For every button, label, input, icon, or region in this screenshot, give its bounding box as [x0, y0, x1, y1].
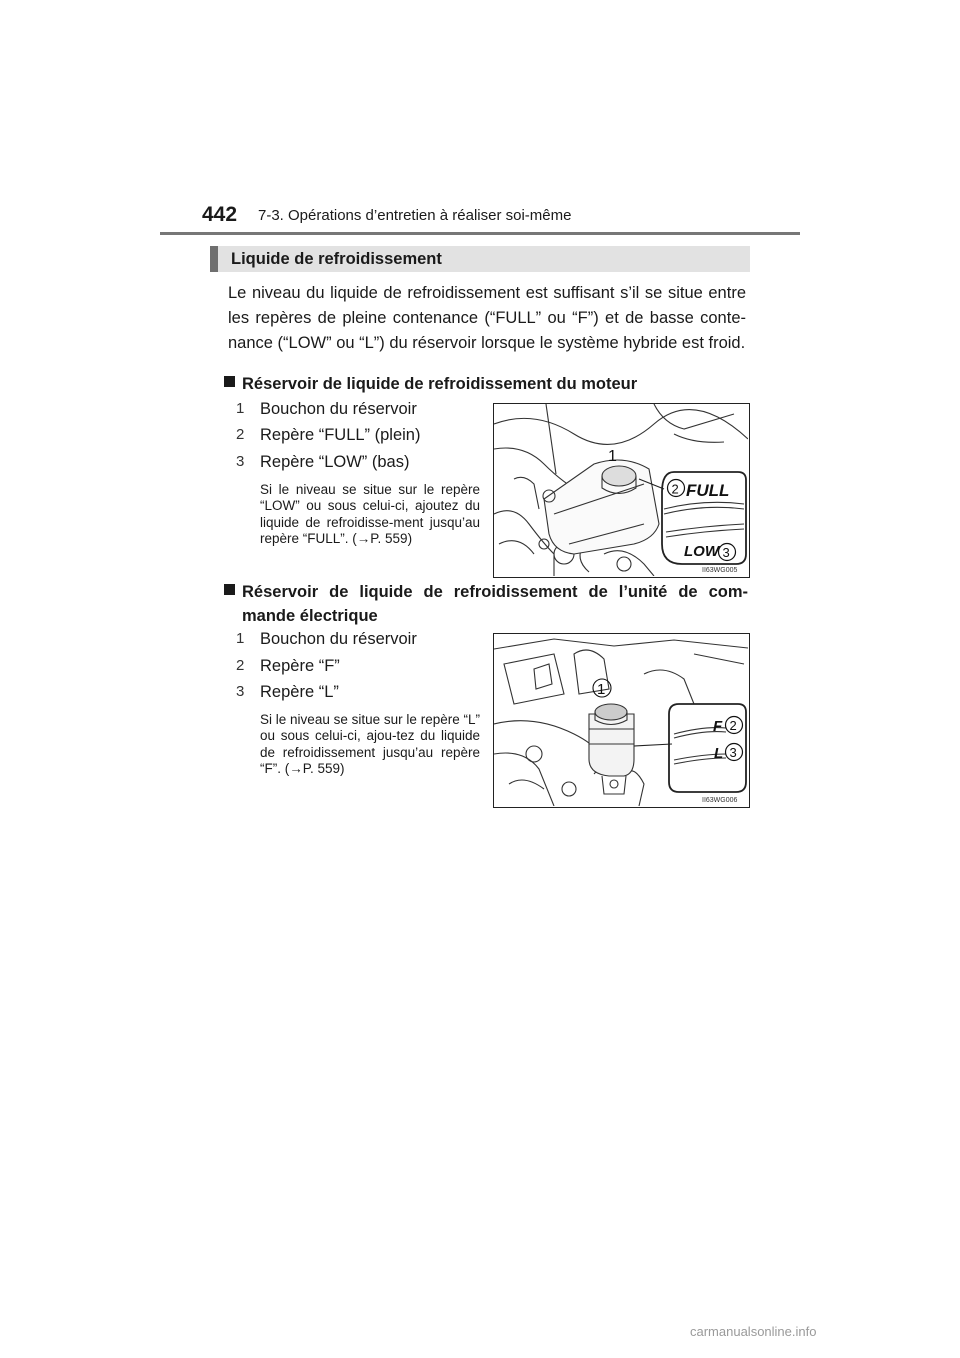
item-number: 1 — [236, 630, 245, 647]
item-label: Repère “LOW” (bas) — [260, 453, 410, 471]
item-label: Bouchon du réservoir — [260, 630, 417, 648]
figure-code: II63WG006 — [702, 797, 738, 804]
callout-3: 3 — [722, 545, 730, 560]
item-label: Repère “F” — [260, 657, 340, 675]
engine-note: Si le niveau se situe sur le repère “LOW” ou sous celui-ci, ajoutez du liquide de refroidisse-ment jusqu’au repère “FULL”. (→P. 559) — [260, 482, 480, 546]
item-number: 2 — [236, 426, 245, 443]
full-mark-text: FULL — [686, 481, 730, 500]
page-number: 442 — [202, 203, 238, 226]
callout-3: 3 — [729, 745, 737, 760]
chapter-title: 7-3. Opérations d’entretien à réaliser soi-même — [258, 207, 572, 224]
pcu-subsection-title: Réservoir de liquide de refroidissement de l’unité de com-mande électrique — [242, 583, 748, 625]
item-label: Repère “FULL” (plein) — [260, 426, 421, 444]
low-mark-text: LOW — [684, 543, 719, 560]
item-number: 3 — [236, 453, 245, 470]
pcu-reservoir-figure — [493, 633, 750, 808]
square-bullet-icon — [224, 376, 235, 387]
engine-subsection-title: Réservoir de liquide de refroidissement du moteur — [242, 375, 638, 393]
engine-reservoir-figure — [493, 403, 750, 578]
item-label: Repère “L” — [260, 683, 339, 701]
f-mark-text: F — [713, 718, 723, 735]
section-heading — [210, 246, 750, 272]
callout-1: 1 — [597, 681, 606, 698]
callout-2: 2 — [671, 481, 679, 497]
square-bullet-icon — [224, 584, 235, 595]
figure-code: II63WG005 — [702, 567, 738, 574]
callout-1: 1 — [608, 448, 617, 465]
l-mark-text: L — [714, 745, 724, 762]
item-number: 3 — [236, 683, 245, 700]
item-number: 2 — [236, 657, 245, 674]
pcu-reservoir-illustration — [494, 634, 748, 806]
item-number: 1 — [236, 400, 245, 417]
pcu-note: Si le niveau se situe sur le repère “L” ou sous celui-ci, ajou-tez du liquide de refroidissement jusqu’au repère “F”. (→P. 559) — [260, 712, 480, 776]
watermark: carmanualsonline.info — [690, 1324, 817, 1339]
item-label: Bouchon du réservoir — [260, 400, 417, 418]
callout-2: 2 — [729, 718, 737, 733]
section-title: Liquide de refroidissement — [231, 250, 442, 268]
intro-paragraph: Le niveau du liquide de refroidissement est suffisant s’il se situe entre les repères de pleine contenance (“FULL” ou “F”) et de basse conte-nance (“LOW” ou “L”) du réservoir lorsque le système hybride est froid. — [228, 284, 746, 352]
engine-reservoir-illustration — [494, 404, 748, 576]
header-rule — [160, 232, 800, 235]
